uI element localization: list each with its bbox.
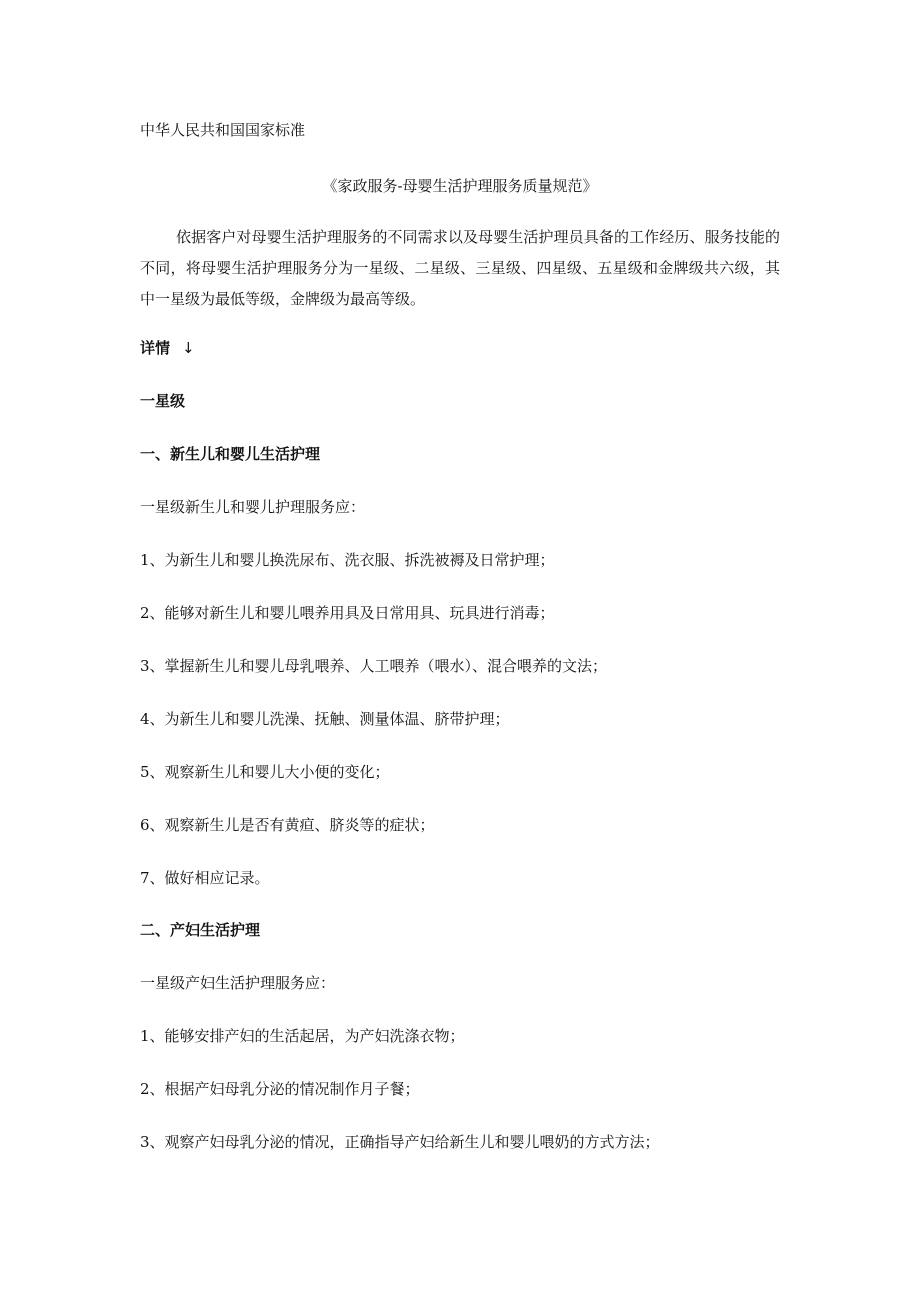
list-item: 4、为新生儿和婴儿洗澡、抚触、测量体温、脐带护理； bbox=[140, 710, 510, 728]
list-item: 7、做好相应记录。 bbox=[140, 869, 270, 887]
list-item: 5、观察新生儿和婴儿大小便的变化； bbox=[140, 763, 390, 781]
section1-heading: 一、新生儿和婴儿生活护理 bbox=[140, 445, 321, 463]
list-item: 3、观察产妇母乳分泌的情况，正确指导产妇给新生儿和婴儿喂奶的方式方法； bbox=[140, 1133, 660, 1151]
list-item: 1、为新生儿和婴儿换洗尿布、洗衣服、拆洗被褥及日常护理； bbox=[140, 551, 555, 569]
details-label: 详情 bbox=[140, 339, 171, 357]
section1-lead: 一星级新生儿和婴儿护理服务应： bbox=[140, 498, 366, 516]
list-item: 2、能够对新生儿和婴儿喂养用具及日常用具、玩具进行消毒； bbox=[140, 604, 555, 622]
down-arrow-icon: ↓ bbox=[182, 339, 195, 357]
document-title: 《家政服务-母婴生活护理服务质量规范》 bbox=[322, 177, 598, 195]
section2-heading: 二、产妇生活护理 bbox=[140, 921, 261, 939]
list-item: 3、掌握新生儿和婴儿母乳喂养、人工喂养（喂水）、混合喂养的文法； bbox=[140, 657, 608, 675]
details-heading bbox=[140, 338, 195, 358]
standard-header: 中华人民共和国国家标准 bbox=[140, 121, 306, 139]
list-item: 1、能够安排产妇的生活起居，为产妇洗涤衣物； bbox=[140, 1027, 465, 1045]
section2-lead: 一星级产妇生活护理服务应： bbox=[140, 974, 336, 992]
level-heading: 一星级 bbox=[140, 392, 186, 410]
list-item: 6、观察新生儿是否有黄疸、脐炎等的症状； bbox=[140, 816, 435, 834]
intro-paragraph: 依据客户对母婴生活护理服务的不同需求以及母婴生活护理员具备的工作经历、服务技能的不同，将母婴生活护理服务分为一星级、二星级、三星级、四星级、五星级和金牌级共六级，其中一星级为最低等级，金牌级为最高等级。 bbox=[140, 228, 780, 308]
list-item: 2、根据产妇母乳分泌的情况制作月子餐； bbox=[140, 1080, 420, 1098]
